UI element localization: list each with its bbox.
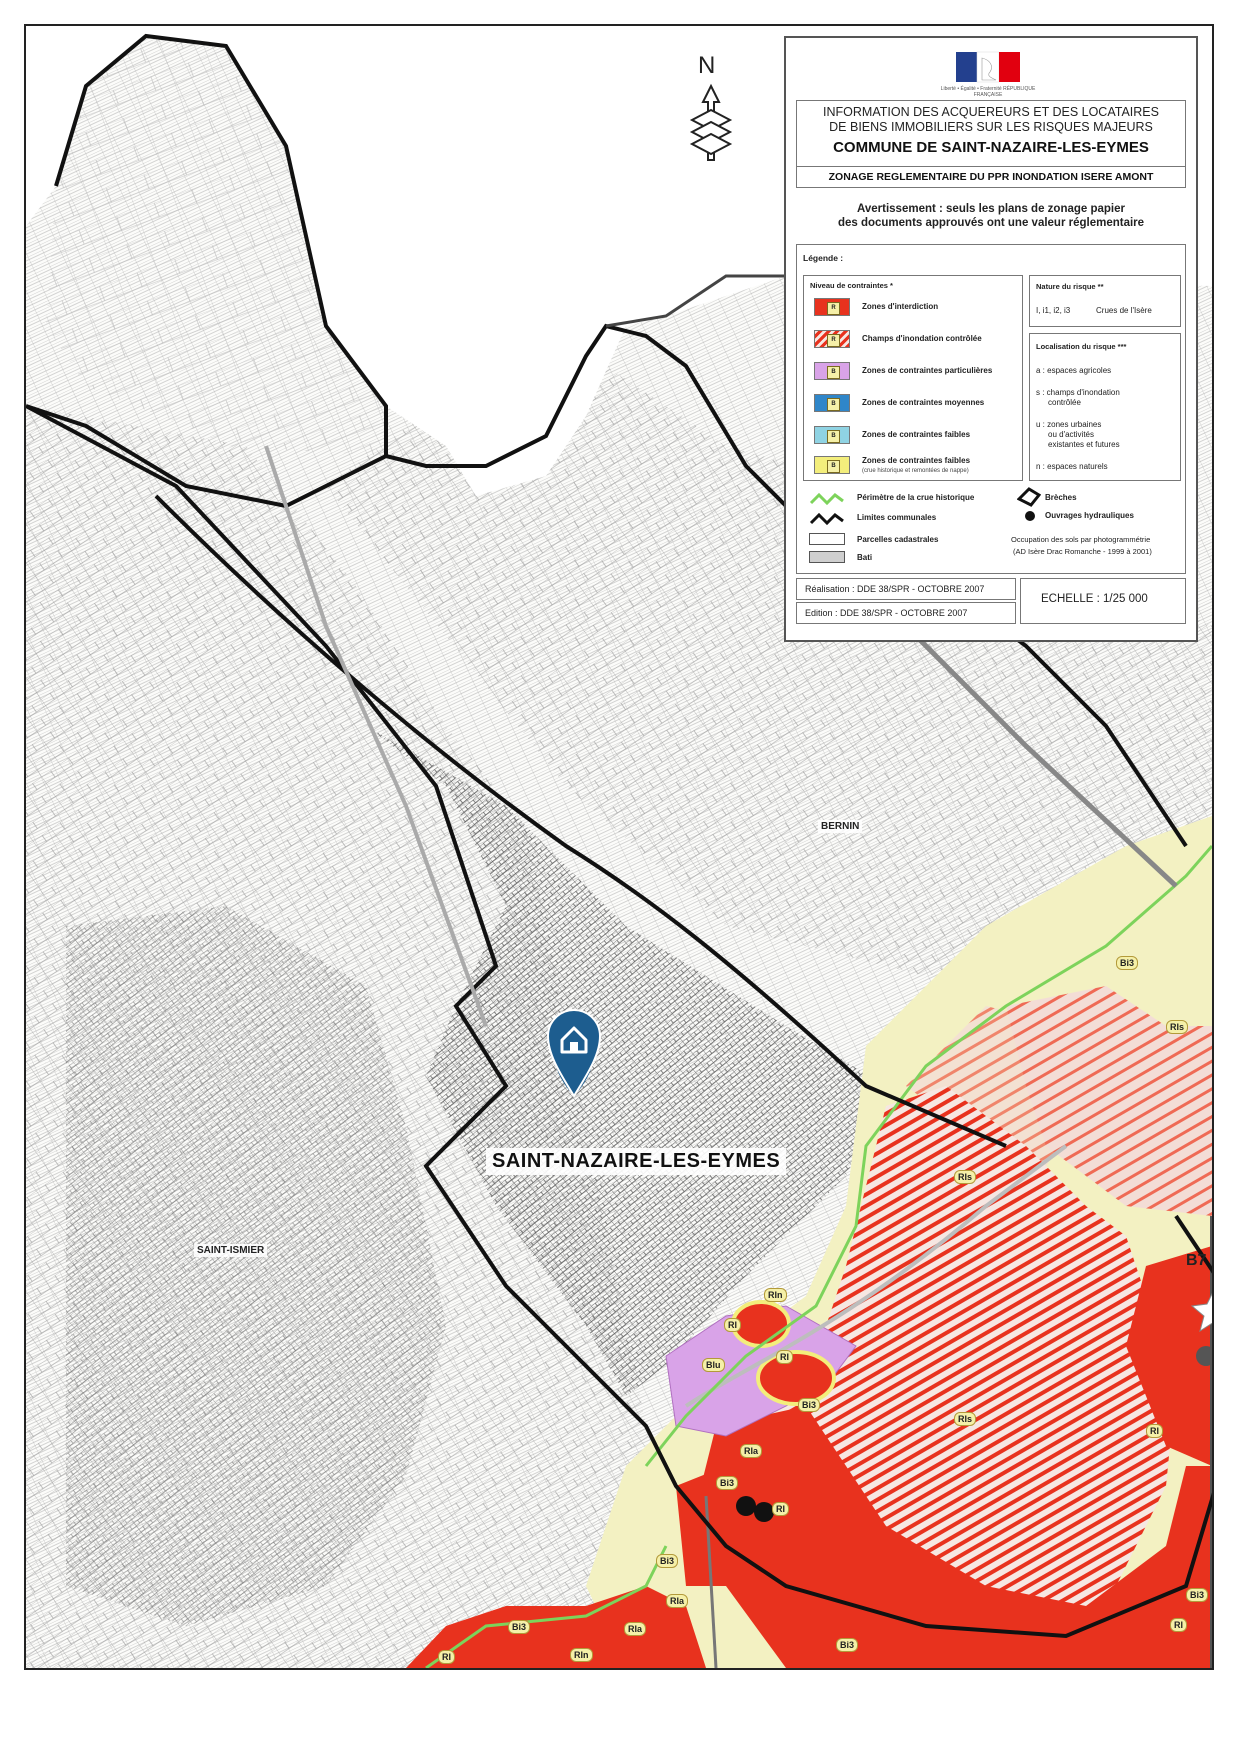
zone-label: RIn: [570, 1648, 593, 1662]
edition-box: [796, 602, 1016, 624]
swatch-code: B: [827, 460, 840, 473]
zone-label: RIs: [954, 1170, 976, 1184]
label-bernin: BERNIN: [818, 820, 862, 833]
localisation-item: contrôlée: [1048, 398, 1081, 407]
warning-block: [796, 202, 1186, 230]
echelle-text: ECHELLE : 1/25 000: [1041, 593, 1148, 605]
title-line-1: INFORMATION DES ACQUEREURS ET DES LOCATAIRES: [823, 105, 1159, 119]
localisation-box: [1029, 333, 1181, 481]
marianne-logo-icon: [956, 48, 1020, 88]
zone-label: Bi3: [836, 1638, 858, 1652]
localisation-item: ou d'activités: [1048, 430, 1094, 439]
line-label: Bati: [857, 553, 873, 562]
localisation-title: Localisation du risque ***: [1036, 342, 1127, 351]
bati-swatch: [809, 551, 845, 563]
title-line-2: DE BIENS IMMOBILIERS SUR LES RISQUES MAJEURS: [829, 120, 1153, 134]
zone-label: RI: [1146, 1424, 1163, 1438]
localisation-item: s : champs d'inondation: [1036, 388, 1120, 397]
nature-code: I, i1, i2, i3: [1036, 306, 1071, 315]
zone-label: RI: [1170, 1618, 1187, 1632]
north-letter: N: [698, 52, 716, 79]
line-label: Périmètre de la crue historique: [857, 493, 975, 502]
north-arrow-icon: [686, 52, 736, 172]
zone-label: RIa: [740, 1444, 762, 1458]
line-label: Limites communales: [857, 513, 937, 522]
zone-ri-2: [758, 1352, 834, 1404]
zone-ri-1: [733, 1302, 789, 1346]
edition-text: Edition : DDE 38/SPR - OCTOBRE 2007: [805, 608, 968, 618]
parcelles-swatch: [809, 533, 845, 545]
nature-box: [1029, 275, 1181, 327]
contraintes-title: Niveau de contraintes *: [810, 281, 893, 290]
ouvrages-label: Ouvrages hydrauliques: [1045, 511, 1134, 520]
label-saint-ismier: SAINT-ISMIER: [194, 1244, 267, 1257]
title-box: [796, 100, 1186, 170]
line-label: Parcelles cadastrales: [857, 535, 939, 544]
legend-panel: [784, 36, 1198, 642]
ouvrage-hydraulique-1: [736, 1496, 756, 1516]
legend-title: Légende :: [803, 253, 844, 263]
contrainte-label: Zones de contraintes faibles: [862, 430, 971, 439]
localisation-item: n : espaces naturels: [1036, 462, 1108, 471]
zone-label: Bi3: [798, 1398, 820, 1412]
contrainte-sublabel: (crue historique et remontées de nappe): [862, 468, 969, 474]
swatch-faibles: [814, 426, 850, 444]
realisation-text: Réalisation : DDE 38/SPR - OCTOBRE 2007: [805, 584, 985, 594]
swatch-code: B: [827, 366, 840, 379]
contrainte-label: Champs d'inondation contrôlée: [862, 334, 982, 343]
swatch-code: B: [827, 430, 840, 443]
breche-icon: [1017, 485, 1041, 507]
zone-label: RIn: [764, 1288, 787, 1302]
localisation-item: a : espaces agricoles: [1036, 366, 1112, 375]
localisation-item: existantes et futures: [1048, 440, 1120, 449]
zone-label: RIa: [666, 1594, 688, 1608]
swatch-code: R: [827, 302, 840, 315]
ouvrage-hydraulique-2: [754, 1502, 774, 1522]
limites-communales-icon: [807, 509, 847, 529]
warning-line-2: des documents approuvés ont une valeur réglementaire: [837, 217, 1145, 229]
zone-label: Blu: [702, 1358, 725, 1372]
swatch-particulieres: [814, 362, 850, 380]
contrainte-label: Zones de contraintes particulières: [862, 366, 993, 375]
logo-text: Liberté • Égalité • Fraternité RÉPUBLIQUE FRANÇAISE: [940, 86, 1036, 98]
zone-label: Bi3: [1116, 956, 1138, 970]
legend-box: [796, 244, 1186, 574]
swatch-code: B: [827, 398, 840, 411]
zone-label: RI: [776, 1350, 793, 1364]
contrainte-label: Zones de contraintes moyennes: [862, 398, 985, 407]
echelle-box: [1020, 578, 1186, 624]
zone-label: Bi3: [1186, 1588, 1208, 1602]
swatch-interdiction: [814, 298, 850, 316]
zonage-title: ZONAGE REGLEMENTAIRE DU PPR INONDATION ISERE AMONT: [828, 171, 1154, 183]
label-saint-nazaire-les-eymes: SAINT-NAZAIRE-LES-EYMES: [486, 1148, 786, 1175]
zone-label: RI: [724, 1318, 741, 1332]
swatch-faibles-historique: [814, 456, 850, 474]
zonage-box: [796, 166, 1186, 188]
realisation-box: [796, 578, 1016, 600]
zone-label: Bi3: [656, 1554, 678, 1568]
warning-line-1: Avertissement : seuls les plans de zonage papier: [856, 203, 1125, 215]
zone-label: RIs: [1166, 1020, 1188, 1034]
contraintes-box: [803, 275, 1023, 481]
crue-historique-line-icon: [807, 489, 847, 509]
occupation-line-2: (AD Isère Drac Romanche - 1999 à 2001): [1013, 547, 1152, 556]
zone-label: RIa: [624, 1622, 646, 1636]
localisation-item: u : zones urbaines: [1036, 420, 1102, 429]
contrainte-label: Zones de contraintes faibles: [862, 456, 971, 465]
swatch-controlee: [814, 330, 850, 348]
zone-label: Bi3: [508, 1620, 530, 1634]
label-b7: B7: [1186, 1252, 1207, 1269]
north-arrow: [686, 52, 736, 172]
swatch-code: R: [827, 334, 840, 347]
commune-title: COMMUNE DE SAINT-NAZAIRE-LES-EYMES: [833, 139, 1149, 156]
zone-label: RI: [772, 1502, 789, 1516]
nature-label: Crues de l'Isère: [1096, 306, 1152, 315]
contrainte-label: Zones d'interdiction: [862, 302, 939, 311]
swatch-moyennes: [814, 394, 850, 412]
ouvrage-hydraulique-icon: [1023, 509, 1037, 523]
zone-label: RI: [438, 1650, 455, 1664]
breches-label: Brèches: [1045, 493, 1077, 502]
nature-title: Nature du risque **: [1036, 282, 1104, 291]
zone-label: Bi3: [716, 1476, 738, 1490]
zone-label: RIs: [954, 1412, 976, 1426]
occupation-line-1: Occupation des sols par photogrammétrie: [1011, 535, 1151, 544]
